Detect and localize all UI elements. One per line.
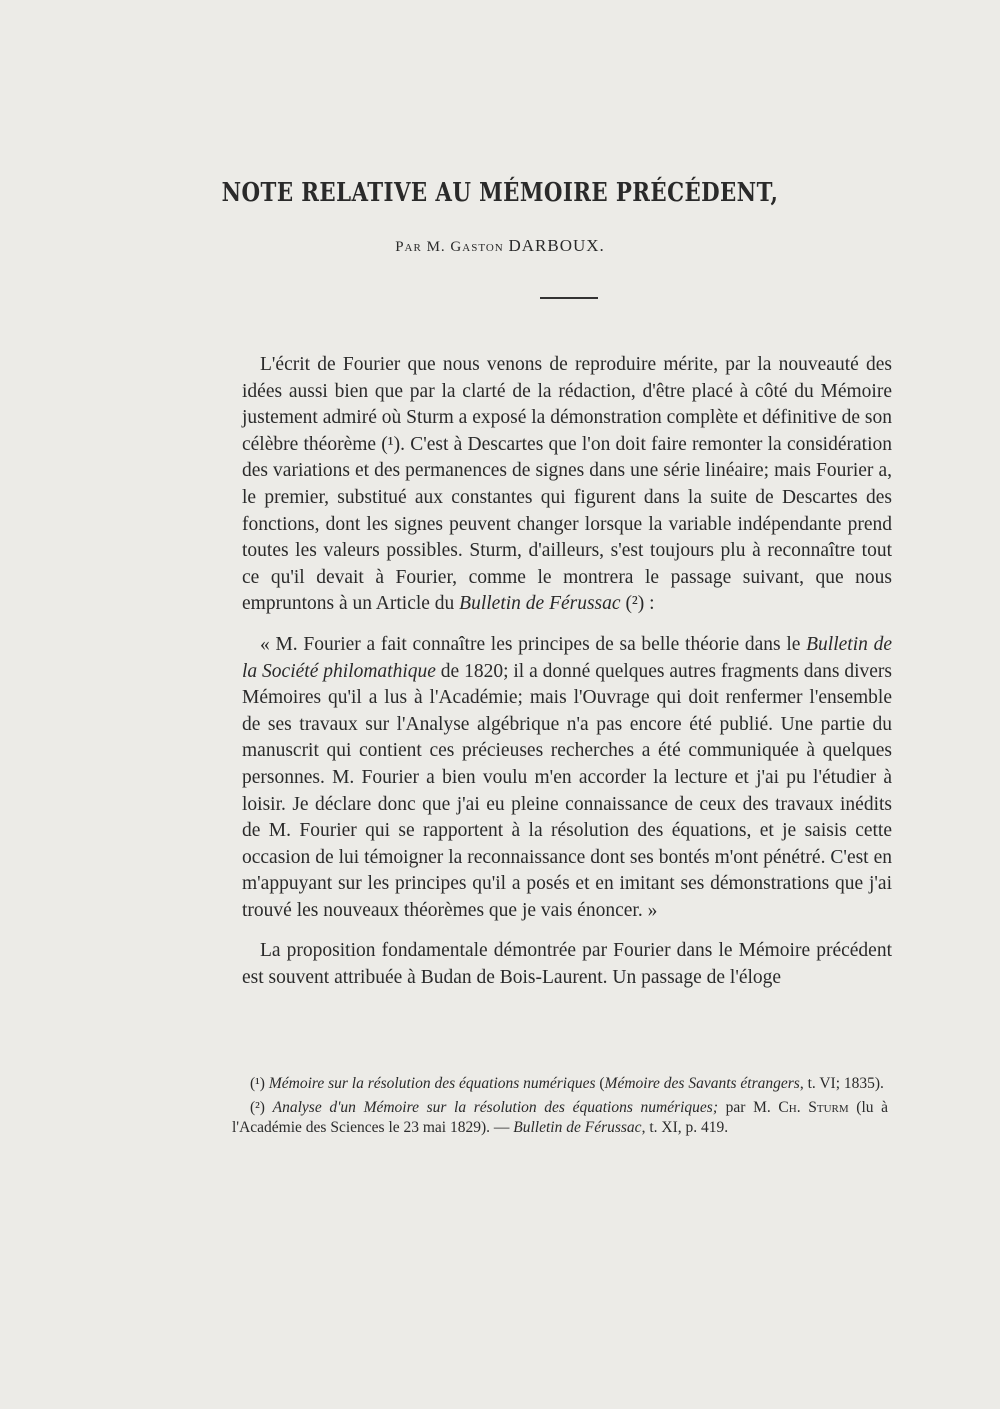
byline-surname: DARBOUX. <box>508 236 605 255</box>
footnote-2-end: , t. XI, p. 419. <box>641 1119 729 1136</box>
footnote-1-mark: (¹) <box>250 1075 265 1092</box>
footnote-1-source: Mémoire des Savants étrangers <box>604 1075 800 1092</box>
footnote-1 <box>232 1074 888 1094</box>
footnote-2-source: Bulletin de Férussac <box>513 1119 642 1136</box>
paragraph-1-end: (²) : <box>625 593 655 615</box>
footnote-2-rest: (lu à l'Académie des Sciences le 23 mai 1829). — <box>232 1099 889 1136</box>
quotation <box>242 632 892 925</box>
footnote-1-rest: , t. VI; 1835). <box>799 1075 884 1092</box>
main-text <box>242 352 892 992</box>
byline-firstname: Gaston <box>450 239 504 255</box>
paragraph-1-italic: Bulletin de Férussac <box>459 593 621 615</box>
paragraph-1-text: L'écrit de Fourier que nous venons de reproduire mérite, par la nouveauté des idées aussi bien que par la clarté de la rédaction, d'être placé à côté du Mémoire justement admiré où Sturm a exposé la démonstration complète et définitive de son célèbre théorème (¹). C'est à Descartes que l'on doit faire remonter la considération des variations et des permanences de signes dans une série linéaire; mais Fourier a, le premier, substitué aux constantes qui figurent dans la suite de Descartes des fonctions, dont les signes peuvent changer lorsque la variable indépendante prend toutes les valeurs possibles. Sturm, d'ailleurs, s'est toujours plu à reconnaître tout ce qu'il devait à Fourier, comme le montrera le passage suivant, que nous empruntons à un Article du <box>242 354 892 615</box>
title-divider <box>540 297 598 299</box>
footnote-2-author: Ch. Sturm <box>778 1099 849 1116</box>
byline-m: M. <box>426 239 446 255</box>
footnote-2-title: Analyse d'un Mémoire sur la résolution des équations numériques; <box>272 1099 718 1116</box>
footnote-1-paren: ( <box>599 1075 605 1092</box>
quotation-rest: de 1820; il a donné quelques autres fragments dans divers Mémoires qu'il a lus à l'Académie; mais l'Ouvrage qui doit renfermer l'ensemble de ses travaux sur l'Analyse algébrique n'a pas encore été publié. Une partie du manuscrit qui contient ces précieuses recherches a été communiquée à quelques personnes. M. Fourier a bien voulu m'en accorder la lecture et j'ai pu l'étudier à loisir. Je déclare donc que j'ai eu pleine connaissance de ceux des travaux inédits de M. Fourier qui se rapportent à la résolution des équations, et je saisis cette occasion de lui témoigner la reconnaissance dont ses bontés m'ont pénétré. C'est en m'appuyant sur les principes qu'il a posés et en imitant ses démonstrations que j'ai trouvé les nouveaux théorèmes que je vais énoncer. » <box>242 660 892 921</box>
footnote-2-mid: par M. <box>725 1099 771 1116</box>
footnote-2-mark: (²) <box>250 1099 265 1116</box>
paragraph-3: La proposition fondamentale démontrée par Fourier dans le Mémoire précédent est souvent attribuée à Budan de Bois-Laurent. Un passage de l'éloge <box>242 940 892 989</box>
footnote-2 <box>232 1098 888 1138</box>
quotation-italic: Bulletin de la Société philomathique <box>242 633 892 682</box>
footnote-1-title: Mémoire sur la résolution des équations numériques <box>268 1075 596 1092</box>
footnotes <box>232 1074 888 1142</box>
author-byline <box>0 236 1000 256</box>
page-title: NOTE RELATIVE AU MÉMOIRE PRÉCÉDENT, <box>221 178 779 208</box>
byline-par: Par <box>395 239 422 255</box>
paragraph-1 <box>242 352 892 618</box>
quotation-start: « M. Fourier a fait connaître les principes de sa belle théorie dans le <box>260 633 801 655</box>
